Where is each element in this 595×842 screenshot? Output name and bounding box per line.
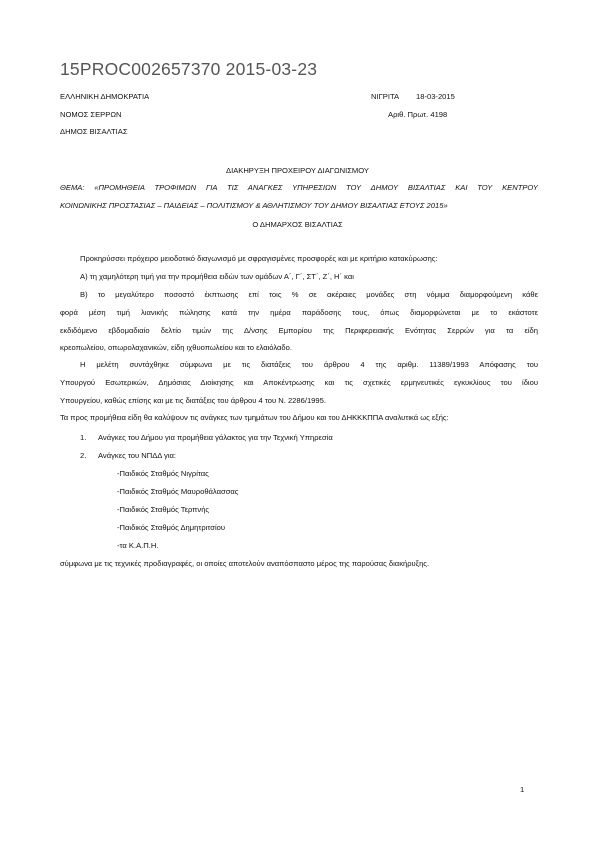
criterion-b-line-2: φορά μέση τιμή λιανικής πώλησης κατά την ημέρα παράδοσης τους, όπως διαμορφώνεται με το εκάστοτε: [60, 308, 538, 317]
header-prefecture: ΝΟΜΟΣ ΣΕΡΡΩΝ: [60, 110, 122, 119]
sub-item-dimitritsi: -Παιδικός Σταθμός Δημητριτσίου: [117, 523, 226, 532]
closing-text: σύμφωνα με τις τεχνικές προδιαγραφές, οι οποίες αποτελούν αναπόσπαστο μέρος της παρούσας διακήρυξης.: [60, 559, 430, 568]
study-line-2: Υπουργού Εσωτερικών, Δημόσιας Διοίκησης και Αποκέντρωσης και τις σχετικές ερμηνευτικές εγκυκλίους του ίδιου: [60, 378, 538, 387]
sub-item-kapi: -τα Κ.Α.Π.Η.: [117, 541, 159, 550]
document-id: 15PROC002657370 2015-03-23: [60, 59, 318, 79]
list-item-2-number: 2.: [80, 451, 87, 460]
needs-intro: Τα προς προμήθεια είδη θα καλύψουν τις ανάγκες των τμημάτων του Δήμου και του ΔΗΚΚΚΠΠΑ αναλυτικά ως εξής:: [60, 413, 449, 422]
list-item-2: Ανάγκες του ΝΠΔΔ για:: [98, 451, 177, 460]
sub-item-mavrothalassa: -Παιδικός Σταθμός Μαυροθάλασσας: [117, 487, 239, 496]
header-date: 18-03-2015: [416, 92, 455, 101]
study-line-3: Υπουργείου, καθώς επίσης και με τις διατάξεις του άρθρου 4 του Ν. 2286/1995.: [60, 396, 326, 405]
header-country: ΕΛΛΗΝΙΚΗ ΔΗΜΟΚΡΑΤΙΑ: [60, 92, 150, 101]
mayor-heading: Ο ΔΗΜΑΡΧΟΣ ΒΙΣΑΛΤΙΑΣ: [252, 220, 343, 229]
list-item-1: Ανάγκες του Δήμου για προμήθεια γάλακτος για την Τεχνική Υπηρεσία: [98, 433, 333, 442]
criterion-a: Α) τη χαμηλότερη τιμή για την προμήθεια ειδών των ομάδων Α΄, Γ΄, ΣΤ΄, Ζ΄, Η΄ και: [80, 272, 354, 281]
sub-item-terpni: -Παιδικός Σταθμός Τερπνής: [117, 505, 210, 514]
header-protocol: Αριθ. Πρωτ. 4198: [388, 110, 448, 119]
header-place: ΝΙΓΡΙΤΑ: [371, 92, 400, 101]
subject-line-2: ΚΟΙΝΩΝΙΚΗΣ ΠΡΟΣΤΑΣΙΑΣ – ΠΑΙΔΕΙΑΣ – ΠΟΛΙΤΙΣΜΟΥ & ΑΘΛΗΤΙΣΜΟΥ ΤΟΥ ΔΗΜΟΥ ΒΙΣΑΛΤΙΑΣ ΕΤΟΥΣ 2015»: [60, 201, 448, 210]
document-title: ΔΙΑΚΗΡΥΞΗ ΠΡΟΧΕΙΡΟΥ ΔΙΑΓΩΝΙΣΜΟΥ: [226, 166, 369, 175]
page-number: 1: [520, 785, 525, 794]
subject-line-1: ΘΕΜΑ: «ΠΡΟΜΗΘΕΙΑ ΤΡΟΦΙΜΩΝ ΓΙΑ ΤΙΣ ΑΝΑΓΚΕΣ ΥΠΗΡΕΣΙΩΝ ΤΟΥ ΔΗΜΟΥ ΒΙΣΑΛΤΙΑΣ ΚΑΙ ΤΟΥ ΚΕΝΤΡΟΥ: [60, 183, 538, 192]
study-line-1: Η μελέτη συντάχθηκε σύμφωνα με τις διατάξεις του άρθρου 4 της αριθμ. 11389/1993 Απόφασης του: [80, 360, 538, 369]
sub-item-nigrita: -Παιδικός Σταθμός Νιγρίτας: [117, 469, 209, 478]
criterion-b-line-4: κρεοπωλείου, οπωρολαχανικών, είδη ιχθυοπωλείου και το ελαιόλαδο.: [60, 343, 292, 352]
criterion-b-line-3: εκδιδόμενο εβδομαδιαίο δελτίο τιμών της Δ/νσης Εμπορίου της Περιφερειακής Ενότητας Σερρών για τα είδη: [60, 326, 538, 335]
intro-text: Προκηρύσσει πρόχειρο μειοδοτικό διαγωνισμό με σφραγισμένες προσφορές και με κριτήριο κατακύρωσης:: [80, 254, 438, 263]
header-municipality: ΔΗΜΟΣ ΒΙΣΑΛΤΙΑΣ: [60, 127, 128, 136]
list-item-1-number: 1.: [80, 433, 87, 442]
criterion-b-line-1: Β) το μεγαλύτερο ποσοστό έκπτωσης επί τοις % σε ακέραιες μονάδες στη νόμιμα διαμορφούμενη κάθε: [80, 290, 538, 299]
